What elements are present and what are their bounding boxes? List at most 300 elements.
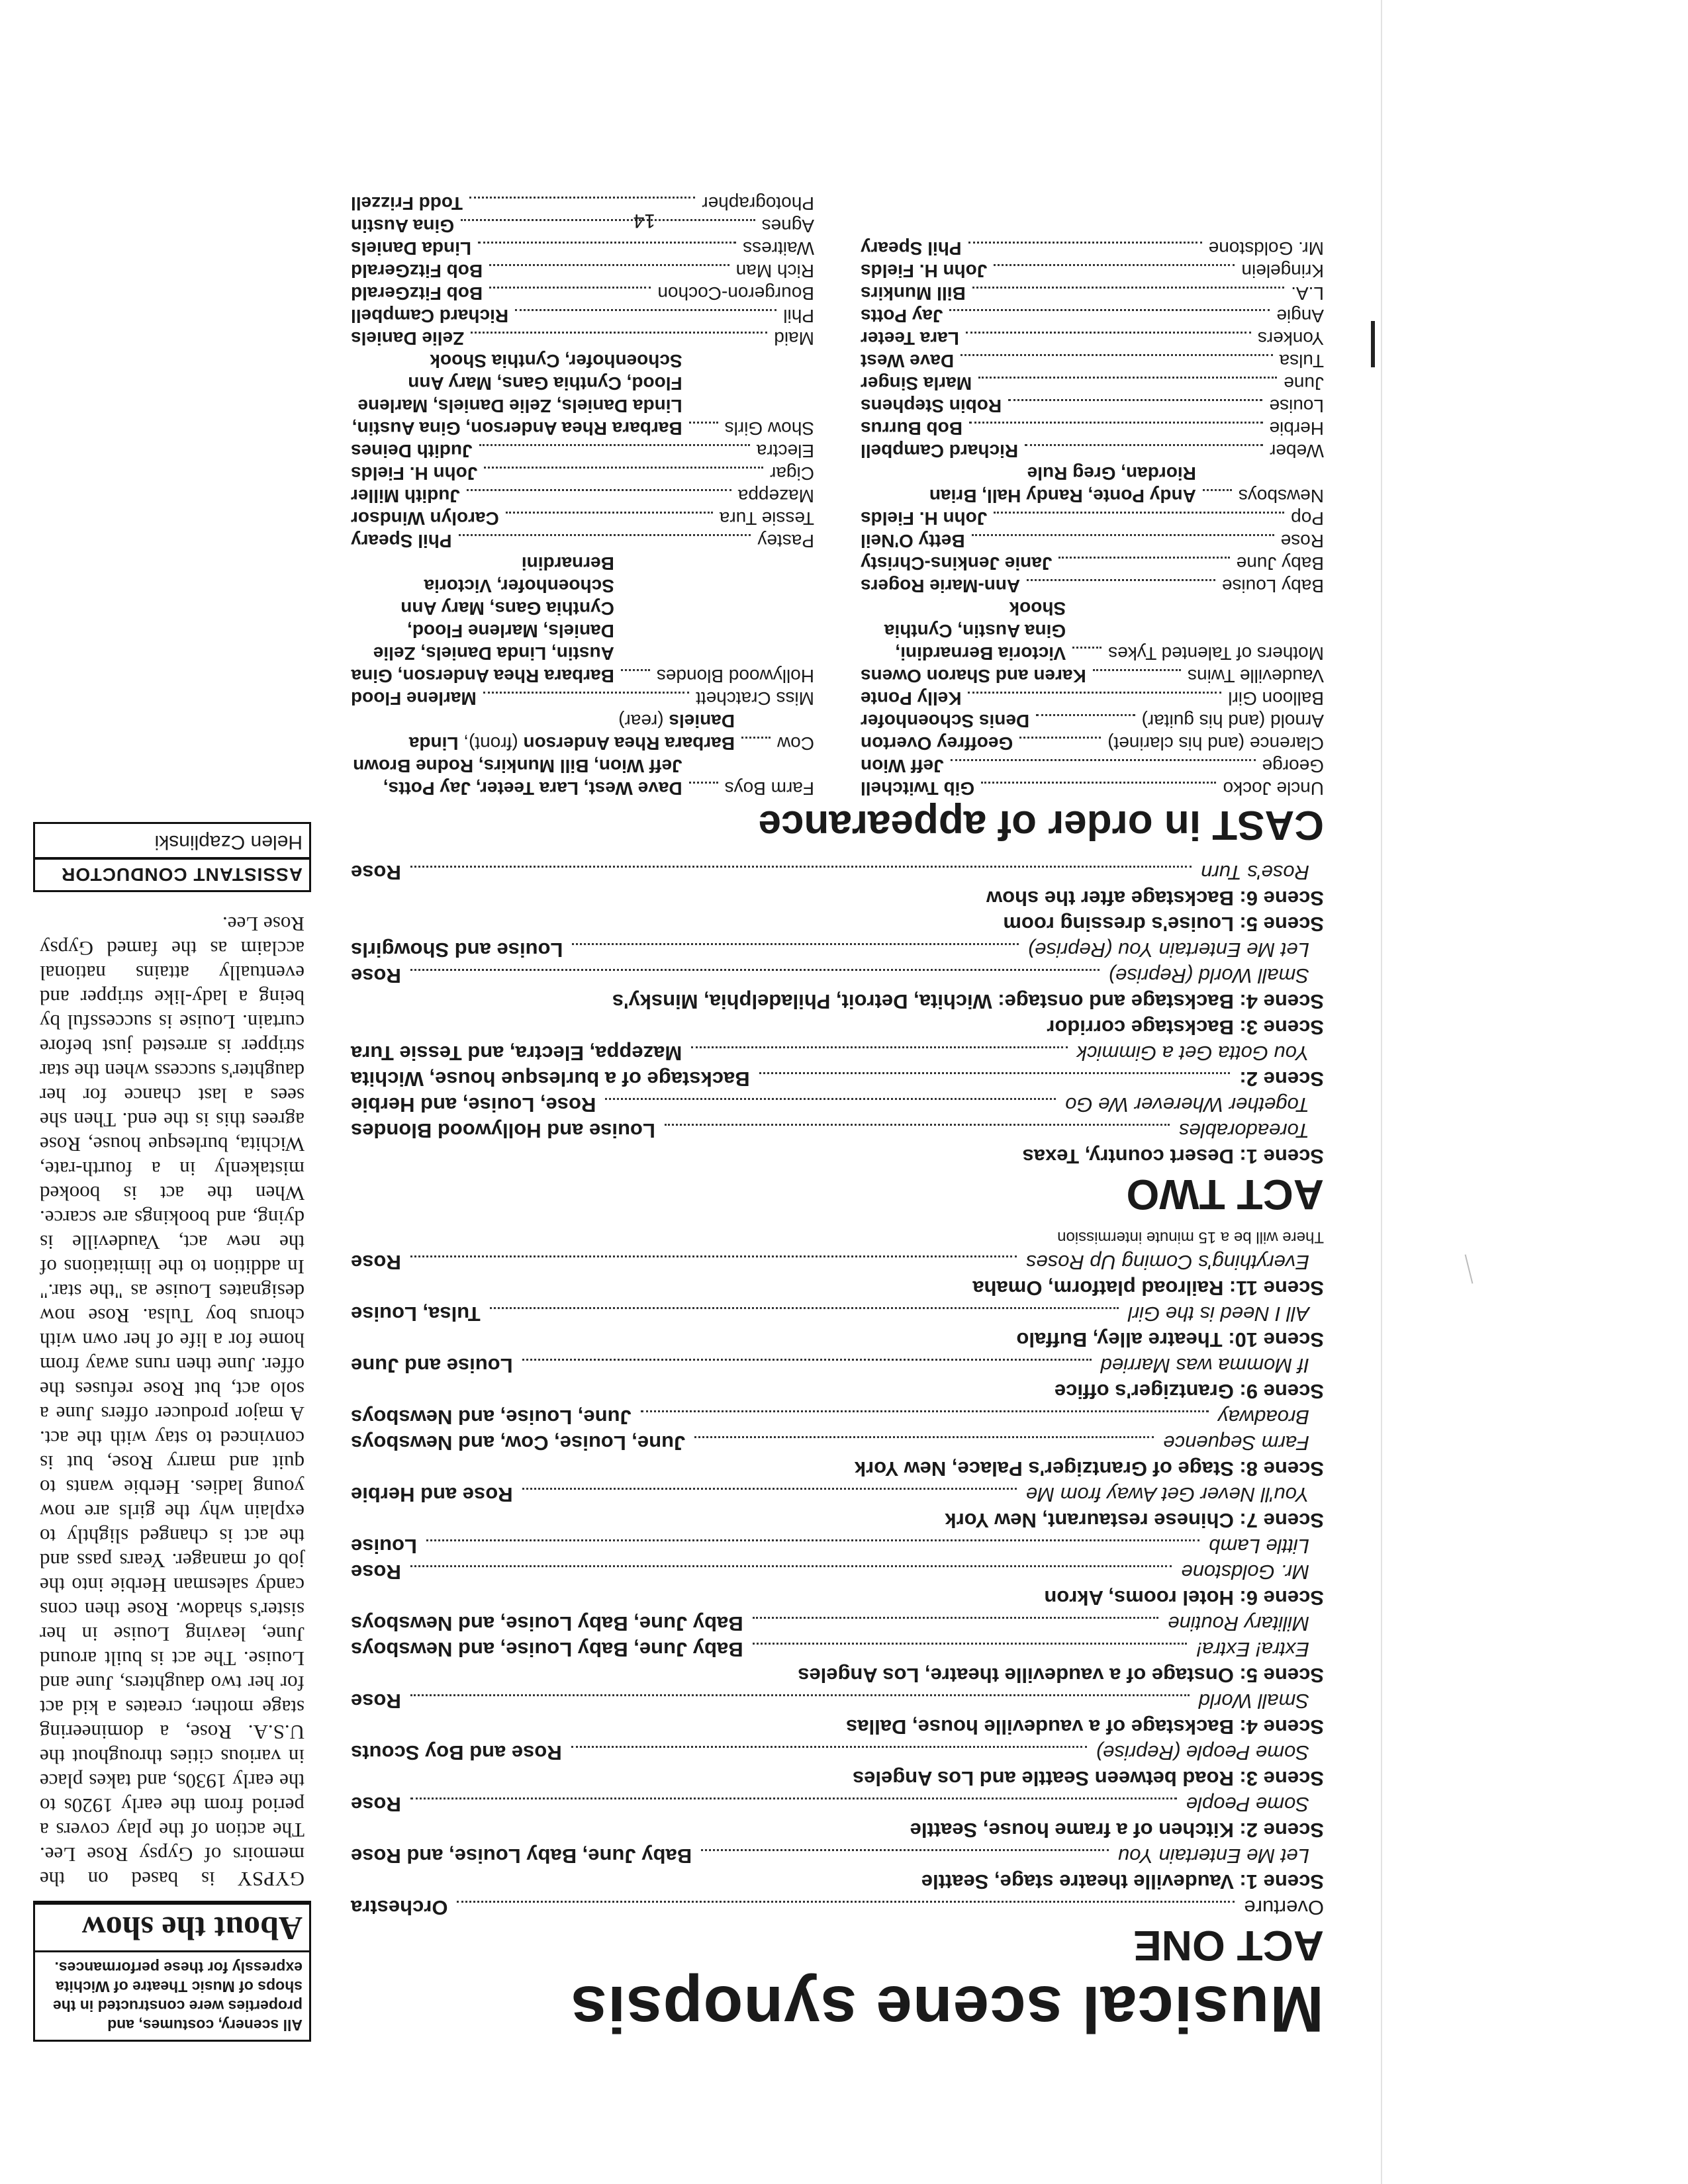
cast-entry bbox=[861, 732, 1324, 754]
cast-actor bbox=[861, 372, 972, 394]
cast-actor bbox=[861, 574, 1020, 597]
song-title: Small World bbox=[1198, 1689, 1309, 1713]
song-line bbox=[351, 1637, 1324, 1662]
scene-heading: Scene 10: Theatre alley, Buffalo bbox=[1016, 1328, 1324, 1351]
actor-name: Barbara Rhea Anderson bbox=[523, 733, 735, 754]
song-line bbox=[351, 1559, 1324, 1585]
dot-leader bbox=[1008, 399, 1262, 417]
dot-leader bbox=[753, 1617, 1159, 1619]
song-title: Toreadorables bbox=[1178, 1118, 1309, 1142]
dot-leader bbox=[621, 669, 650, 687]
dot-leader bbox=[457, 1901, 1235, 1903]
cast-entry bbox=[351, 484, 814, 507]
cast-entry bbox=[861, 687, 1324, 709]
cast-entry bbox=[351, 709, 814, 754]
dot-leader bbox=[1203, 489, 1232, 507]
cast-role: Weber bbox=[1270, 440, 1324, 461]
actor-name: Linda Daniels bbox=[351, 238, 472, 259]
cast-actor bbox=[861, 709, 1029, 732]
cast-actor bbox=[861, 597, 1066, 664]
song-title: Let Me Entertain You (Reprise) bbox=[1027, 938, 1309, 962]
dot-leader bbox=[968, 692, 1221, 709]
actor-name: Bob FitzGerald bbox=[351, 260, 483, 281]
cast-entry bbox=[861, 462, 1324, 507]
cast-entry bbox=[861, 552, 1324, 574]
scene-heading: Scene 11: Railroad platform, Omaha bbox=[972, 1276, 1324, 1300]
cast-actor bbox=[861, 327, 959, 349]
cast-role: Baby Louise bbox=[1221, 575, 1324, 596]
song-performers: Orchestra bbox=[351, 1895, 448, 1919]
cast-role: Mothers of Talented Tykes bbox=[1108, 643, 1324, 664]
cast-role: Pastey bbox=[757, 530, 814, 551]
dot-leader bbox=[968, 242, 1202, 259]
song-title: Mr. Goldstone bbox=[1181, 1560, 1309, 1584]
scene-heading: Scene 4: Backstage and onstage: Wichita, Detroit, Philadelphia, Minsky's bbox=[612, 989, 1324, 1013]
cast-role: Mr. Goldstone bbox=[1208, 238, 1324, 259]
song-performers: Baby June, Baby Louise, and Newsboys bbox=[351, 1612, 743, 1635]
cast-role: Louise bbox=[1269, 395, 1324, 416]
song-title: Together Wherever We Go bbox=[1065, 1093, 1309, 1116]
cast-actor bbox=[351, 259, 483, 282]
act-two-heading: ACT TWO bbox=[1126, 1170, 1324, 1218]
cast-entry bbox=[351, 507, 814, 529]
page-number: 14 bbox=[633, 210, 655, 232]
cast-actor bbox=[861, 552, 1052, 574]
dot-leader bbox=[972, 534, 1274, 552]
song-title: You'll Never Get Away from Me bbox=[1025, 1482, 1309, 1506]
song-line bbox=[351, 1792, 1324, 1817]
cast-entry bbox=[861, 304, 1324, 327]
dot-leader bbox=[753, 1643, 1188, 1645]
dot-leader bbox=[966, 332, 1251, 349]
cast-role: Farm Boys bbox=[724, 778, 814, 799]
cast-actor bbox=[861, 349, 954, 372]
song-title: Broadway bbox=[1218, 1405, 1309, 1429]
assistant-conductor-box bbox=[33, 822, 311, 892]
dot-leader bbox=[571, 1746, 1087, 1748]
cast-actor bbox=[351, 327, 464, 349]
scene-heading: Scene 6: Hotel rooms, Akron bbox=[1044, 1586, 1324, 1610]
song-title: Overture bbox=[1244, 1895, 1324, 1919]
actor-name: Bob Burrus bbox=[861, 418, 962, 439]
cast-entry bbox=[861, 372, 1324, 394]
actor-name: Betty O'Neil bbox=[861, 530, 965, 551]
cast-actor bbox=[351, 349, 682, 439]
dot-leader bbox=[1025, 444, 1263, 462]
assistant-conductor-heading: ASSISTANT CONDUCTOR bbox=[35, 857, 309, 890]
cast-entry bbox=[351, 462, 814, 484]
about-text: GYPSY is based on the memoirs of Gypsy Rose Lee. The action of the play covers a period from the early 1920s to the early 1930s, and takes place in various cities throughout the U.S.A. Rose, a domineering stage mother, creates a kid act for her two daughters, June and Louise. The act is built around June, leaving Louise in her sister's shadow. Rose then cons candy salesman Herbie into the job of manager. Years pass and the act is changed slightly to explain why the girls are now young ladies. Herbie wants to quit and marry Rose, but is convinced to stay with the act. A major producer offers June a solo act, but Rose refuses the offer. June then runs away from home for a life of her own with chorus boy Tulsa. Rose now designates Louise as "the star." In addition to the limitations of the new act, Vaudeville is dying, and bookings are scarce. When the act is booked mistakenly in a fourth-rate, Wichita, burlesque house, Rose agrees this is the end. Then she sees a last chance for her daughter's success when the star stripper is arrested just before curtain. Louise is successful by being a lady-like stripper and eventually attains national acclaim as the famed Gypsy Rose Lee. bbox=[40, 913, 305, 1891]
scan-mark bbox=[1371, 321, 1375, 367]
dot-leader bbox=[701, 1849, 1109, 1851]
actor-name: Dave West, Lara Teeter, Jay Potts, Jeff Wion, Bill Munkirs, Rodne Brown bbox=[353, 755, 682, 799]
dot-leader bbox=[972, 287, 1284, 304]
dot-leader bbox=[1027, 579, 1215, 597]
song-performers: Rose and Boy Scouts bbox=[351, 1741, 562, 1764]
assistant-conductor-name: Helen Czaplinski bbox=[154, 831, 303, 853]
dot-leader bbox=[1072, 647, 1102, 664]
actor-name: Andy Ponte, Randy Hall, Brian Riordan, Greg Rule bbox=[929, 463, 1196, 506]
cast-entry bbox=[861, 709, 1324, 732]
cast-actor bbox=[861, 394, 1002, 417]
dot-leader bbox=[689, 422, 718, 439]
scan-edge-line bbox=[1381, 0, 1382, 2184]
about-heading: About the show bbox=[33, 1901, 311, 1950]
actor-name: Phil Speary bbox=[351, 530, 452, 551]
song-performers: Rose bbox=[351, 964, 401, 987]
actor-note: (rear) bbox=[618, 710, 669, 731]
song-line bbox=[351, 1353, 1324, 1379]
cast-heading: CAST in order of appearance bbox=[758, 801, 1324, 848]
cast-role: Mazeppa bbox=[737, 485, 814, 506]
song-line bbox=[351, 937, 1324, 963]
scene-heading: Scene 1: Vaudeville theatre stage, Seattle bbox=[921, 1870, 1324, 1893]
song-line bbox=[351, 1040, 1324, 1066]
intermission-note: There will be a 15 minute intermission bbox=[1057, 1228, 1324, 1246]
cast-actor bbox=[861, 439, 1018, 462]
scene-heading: Scene 1: Desert country, Texas bbox=[1022, 1144, 1324, 1168]
actor-name: Victoria Bernardini, Gina Austin, Cynthia Shook bbox=[884, 598, 1066, 664]
cast-role: Angie bbox=[1276, 305, 1324, 326]
song-performers: Rose bbox=[351, 1250, 401, 1274]
dot-leader bbox=[951, 759, 1256, 777]
actor-name: Jeff Wion bbox=[861, 755, 944, 776]
cast-role: June bbox=[1284, 373, 1324, 394]
cast-role: Balloon Girl bbox=[1228, 688, 1324, 709]
actor-name: Barbara Rhea Anderson, Gina Austin, Linda Daniels, Zelie Daniels, Marlene Flood, Cynthia Gans, Mary Ann Schoenhofer, Cynthia Shook bbox=[352, 350, 682, 439]
cast-column-left bbox=[861, 192, 1324, 799]
cast-entry bbox=[351, 529, 814, 552]
dot-leader bbox=[994, 264, 1235, 282]
actor-name: Gina Austin bbox=[351, 215, 455, 236]
song-title: Farm Sequence bbox=[1163, 1431, 1309, 1455]
cast-role: Tessie Tura bbox=[719, 508, 814, 529]
act-one-scene-list bbox=[351, 1250, 1324, 1921]
cast-entry bbox=[861, 439, 1324, 462]
song-title: Some People (Reprise) bbox=[1096, 1741, 1309, 1764]
actor-name: John H. Fields bbox=[861, 508, 988, 529]
cast-entry bbox=[861, 507, 1324, 529]
dot-leader bbox=[641, 1410, 1209, 1412]
actor-name: John H. Fields bbox=[351, 463, 478, 484]
dot-leader bbox=[994, 512, 1284, 529]
song-title: Small World (Reprise) bbox=[1108, 964, 1309, 987]
song-performers: June, Louise, and Newsboys bbox=[351, 1405, 632, 1429]
cast-list bbox=[351, 192, 1324, 799]
dot-leader bbox=[469, 197, 695, 214]
song-performers: Baby June, Baby Louise, and Newsboys bbox=[351, 1637, 743, 1661]
cast-actor bbox=[861, 237, 962, 259]
dot-leader bbox=[489, 287, 651, 304]
synopsis-title: Musical scene synopsis bbox=[570, 1973, 1324, 2046]
dot-leader bbox=[1019, 737, 1101, 754]
cast-entry bbox=[351, 259, 814, 282]
song-line bbox=[351, 1688, 1324, 1714]
song-line bbox=[351, 1843, 1324, 1869]
dot-leader bbox=[522, 1488, 1017, 1490]
actor-name: Robin Stephens bbox=[861, 395, 1002, 416]
cast-role: Bourgeron-Cochon bbox=[657, 283, 814, 304]
cast-role: Agnes bbox=[761, 215, 814, 236]
actor-note: (front), bbox=[458, 733, 524, 754]
cast-actor bbox=[351, 754, 682, 799]
cast-actor bbox=[861, 259, 987, 282]
cast-role: Photographer bbox=[702, 193, 814, 214]
cast-actor bbox=[351, 507, 499, 529]
actor-name: Bob FitzGerald bbox=[351, 283, 483, 304]
actor-name: Richard Campbell bbox=[861, 440, 1019, 461]
cast-role: Newsboys bbox=[1238, 485, 1324, 506]
cast-role: Phil bbox=[783, 305, 814, 326]
actor-name: Richard Campbell bbox=[351, 305, 509, 326]
dot-leader bbox=[410, 866, 1192, 868]
song-title: Everything's Coming Up Roses bbox=[1025, 1250, 1309, 1274]
cast-role: Clarence (and his clarinet) bbox=[1107, 733, 1324, 754]
cast-entry bbox=[861, 259, 1324, 282]
act-two-scene-list bbox=[351, 860, 1324, 1169]
act-one-heading: ACT ONE bbox=[1133, 1922, 1324, 1970]
cast-entry bbox=[861, 417, 1324, 439]
dot-leader bbox=[1058, 557, 1229, 574]
song-title: Some People bbox=[1186, 1792, 1309, 1816]
song-performers: Rose bbox=[351, 1689, 401, 1713]
scene-heading: Scene 3: Road between Seattle and Los Angeles bbox=[852, 1766, 1324, 1790]
scene-location: Backstage of a burlesque house, Wichita bbox=[351, 1067, 750, 1091]
cast-role: George bbox=[1262, 755, 1324, 776]
actor-name: Lara Teeter bbox=[861, 328, 959, 349]
song-performers: Rose bbox=[351, 1560, 401, 1584]
cast-role: Yonkers bbox=[1257, 328, 1324, 349]
actor-name: Marla Singer bbox=[861, 373, 972, 394]
cast-role: Herbie bbox=[1269, 418, 1324, 439]
actor-name: Zelie Daniels bbox=[351, 328, 465, 349]
cast-actor bbox=[351, 484, 460, 507]
cast-role: Rose bbox=[1280, 530, 1324, 551]
actor-name: Jay Potts bbox=[861, 305, 943, 326]
dot-leader bbox=[665, 1124, 1170, 1126]
cast-entry bbox=[861, 529, 1324, 552]
cast-role: Tulsa bbox=[1279, 350, 1324, 371]
song-performers: Rose, Louise, and Herbie bbox=[351, 1093, 596, 1116]
actor-name: John H. Fields bbox=[861, 260, 988, 281]
dot-leader bbox=[605, 1098, 1056, 1100]
song-title: Military Routine bbox=[1168, 1612, 1309, 1635]
actor-name: Ann-Marie Rogers bbox=[861, 575, 1021, 596]
cast-role: Maid bbox=[774, 328, 814, 349]
dot-leader bbox=[490, 1307, 1119, 1309]
scene-heading bbox=[351, 1066, 1324, 1092]
actor-name: Kelly Ponte bbox=[861, 688, 962, 709]
actor-name: Gib Twitchell bbox=[861, 778, 975, 799]
dot-leader bbox=[478, 242, 736, 259]
dot-leader bbox=[426, 1539, 1199, 1541]
dot-leader bbox=[694, 1436, 1154, 1438]
cast-actor bbox=[861, 529, 965, 552]
actor-name: Bill Munkirs bbox=[861, 283, 966, 304]
song-line bbox=[351, 1250, 1324, 1275]
cast-actor bbox=[351, 282, 483, 304]
cast-actor bbox=[861, 304, 943, 327]
cast-role: L.A. bbox=[1291, 283, 1324, 304]
actor-name: Karen and Sharon Owens bbox=[861, 665, 1086, 686]
cast-role: Cigar bbox=[770, 463, 814, 484]
cast-actor bbox=[351, 439, 473, 462]
actor-name: Linda Daniels bbox=[408, 710, 735, 754]
song-line bbox=[351, 1301, 1324, 1327]
song-performers: Rose bbox=[351, 860, 401, 884]
cast-role: Rich Man bbox=[735, 260, 814, 281]
song-performers: Louise and Showgirls bbox=[351, 938, 563, 962]
song-line bbox=[351, 1404, 1324, 1430]
cast-actor bbox=[351, 237, 471, 259]
cast-actor bbox=[351, 709, 735, 754]
cast-entry bbox=[861, 597, 1324, 664]
cast-entry bbox=[351, 327, 814, 349]
dot-leader bbox=[515, 309, 776, 327]
dot-leader bbox=[981, 782, 1216, 799]
dot-leader bbox=[410, 969, 1100, 971]
scene-heading: Scene 4: Backstage of a vaudeville house, Dallas bbox=[846, 1715, 1324, 1739]
cast-entry bbox=[351, 237, 814, 259]
cast-entry bbox=[861, 574, 1324, 597]
song-line bbox=[351, 963, 1324, 989]
cast-role: Arnold (and his guitar) bbox=[1141, 710, 1324, 731]
song-line bbox=[351, 1430, 1324, 1456]
actor-name: Todd Frizzell bbox=[351, 193, 463, 214]
song-title: Little Lamb bbox=[1209, 1534, 1309, 1558]
actor-name: Denis Schoenhofer bbox=[861, 710, 1030, 731]
dot-leader bbox=[489, 264, 729, 282]
scene-heading: Scene 6: Backstage after the show bbox=[986, 886, 1324, 910]
cast-entry bbox=[351, 214, 814, 237]
dot-leader bbox=[572, 943, 1019, 945]
song-line bbox=[351, 1740, 1324, 1766]
cast-actor bbox=[351, 552, 614, 687]
cast-entry bbox=[861, 327, 1324, 349]
song-performers: Baby June, Baby Louise, and Rose bbox=[351, 1844, 692, 1868]
song-title: If Momma was Married bbox=[1100, 1353, 1309, 1377]
cast-entry bbox=[351, 282, 814, 304]
production-notice: All scenery, costumes, and properties were constructed in the shops of Music Theatre of Wichita expressly for these performances. bbox=[33, 1950, 311, 2042]
dot-leader bbox=[1093, 669, 1181, 687]
cast-entry bbox=[351, 552, 814, 687]
cast-actor bbox=[861, 417, 962, 439]
cast-entry bbox=[861, 349, 1324, 372]
song-performers: Rose bbox=[351, 1792, 401, 1816]
cast-actor bbox=[861, 732, 1013, 754]
dot-leader bbox=[459, 534, 751, 552]
song-performers: Louise and Hollywood Blondes bbox=[351, 1118, 655, 1142]
dot-leader bbox=[410, 1565, 1172, 1567]
song-performers: Mazeppa, Electra, and Tessie Tura bbox=[351, 1041, 682, 1065]
blank-rule bbox=[759, 1072, 1231, 1074]
cast-role: Uncle Jocko bbox=[1223, 778, 1324, 799]
cast-actor bbox=[861, 687, 961, 709]
scene-heading: Scene 9: Grantziger's office bbox=[1054, 1379, 1324, 1403]
song-title: Let Me Entertain You bbox=[1118, 1844, 1309, 1868]
scene-heading: Scene 5: Louise's dressing room bbox=[1003, 912, 1324, 936]
dot-leader bbox=[461, 219, 755, 237]
about-column bbox=[33, 822, 311, 2042]
dot-leader bbox=[410, 1255, 1017, 1257]
dot-leader bbox=[484, 467, 763, 484]
dot-leader bbox=[506, 512, 713, 529]
dot-leader bbox=[483, 692, 689, 709]
cast-role: Waitress bbox=[743, 238, 814, 259]
cast-entry bbox=[351, 754, 814, 799]
song-line bbox=[351, 860, 1324, 886]
dot-leader bbox=[410, 1694, 1190, 1696]
cast-actor bbox=[861, 754, 944, 777]
cast-entry bbox=[351, 304, 814, 327]
cast-role: Cow bbox=[776, 733, 814, 754]
cast-entry bbox=[351, 687, 814, 709]
scene-heading: Scene 2: Kitchen of a frame house, Seattle bbox=[910, 1818, 1324, 1842]
actor-name: Janie Jenkins-Christy bbox=[861, 553, 1053, 574]
cast-entry bbox=[861, 664, 1324, 687]
dot-leader bbox=[961, 354, 1272, 372]
song-title: Rose's Turn bbox=[1201, 860, 1309, 884]
song-line bbox=[351, 1533, 1324, 1559]
cast-entry bbox=[861, 282, 1324, 304]
synopsis-and-cast-column bbox=[351, 192, 1324, 2046]
scene-heading: Scene 8: Stage of Grantziger's Palace, New York bbox=[854, 1457, 1324, 1480]
cast-role: Show Girls bbox=[724, 418, 814, 439]
dot-leader bbox=[691, 1046, 1067, 1048]
cast-role: Hollywood Blondes bbox=[656, 665, 814, 686]
cast-role: Miss Cratchett bbox=[696, 688, 814, 709]
cast-role: Vaudeville Twins bbox=[1188, 665, 1324, 686]
cast-actor bbox=[351, 529, 452, 552]
actor-name: Carolyn Windsor bbox=[351, 508, 499, 529]
cast-entry bbox=[861, 237, 1324, 259]
dot-leader bbox=[1036, 714, 1135, 732]
dot-leader bbox=[410, 1797, 1177, 1799]
dot-leader bbox=[969, 422, 1263, 439]
dot-leader bbox=[950, 309, 1270, 327]
cast-column-right bbox=[351, 192, 814, 799]
cast-entry bbox=[351, 349, 814, 439]
song-line bbox=[351, 1611, 1324, 1637]
cast-role: Electra bbox=[756, 440, 814, 461]
song-performers: Tulsa, Louise bbox=[351, 1302, 481, 1326]
actor-name: Judith Deines bbox=[351, 440, 473, 461]
cast-actor bbox=[861, 282, 966, 304]
dot-leader bbox=[467, 489, 731, 507]
dot-leader bbox=[689, 782, 718, 799]
song-title: Extra! Extra! bbox=[1196, 1637, 1309, 1661]
cast-actor bbox=[351, 462, 477, 484]
song-performers: Louise and June bbox=[351, 1353, 513, 1377]
cast-role: Baby June bbox=[1236, 553, 1324, 574]
actor-name: Marlene Flood bbox=[351, 688, 477, 709]
song-title: You Gotta Get a Gimmick bbox=[1076, 1041, 1309, 1065]
scan-fleck bbox=[1465, 1254, 1474, 1283]
actor-name: Geoffrey Overton bbox=[861, 733, 1013, 754]
scene-heading: Scene 5: Onstage of a vaudeville theatre, Los Angeles bbox=[798, 1663, 1324, 1687]
dot-leader bbox=[471, 332, 767, 349]
actor-name: Phil Speary bbox=[861, 238, 962, 259]
cast-actor bbox=[351, 304, 508, 327]
cast-entry bbox=[351, 439, 814, 462]
song-line bbox=[351, 1482, 1324, 1508]
cast-actor bbox=[351, 214, 454, 237]
cast-role: Kringelein bbox=[1241, 260, 1324, 281]
cast-actor bbox=[861, 777, 974, 799]
cast-actor bbox=[861, 664, 1086, 687]
scene-heading: Scene 7: Chinese restaurant, New York bbox=[945, 1508, 1324, 1532]
dot-leader bbox=[522, 1359, 1092, 1361]
